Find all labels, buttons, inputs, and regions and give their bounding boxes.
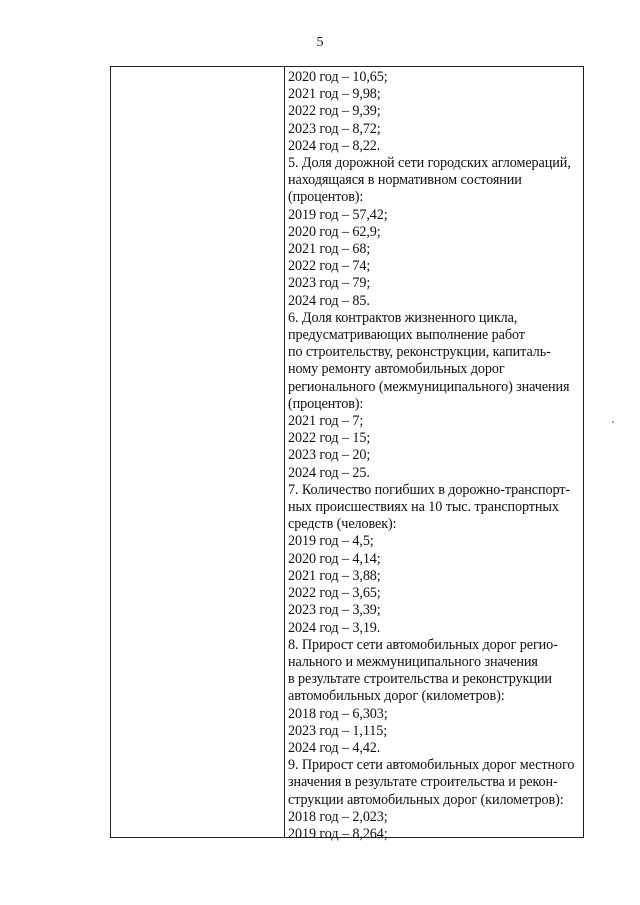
table-text-line: средств (человек):: [288, 516, 397, 533]
table-text-line: 2020 год – 4,14;: [288, 550, 381, 567]
table-text-line: 2023 год – 1,115;: [288, 722, 388, 739]
table-right-cell: [285, 67, 583, 842]
table-text-line: 2022 год – 9,39;: [288, 103, 381, 120]
table-text-line: по строительству, реконструкции, капиталь-: [288, 344, 551, 361]
table-text-line: (процентов):: [288, 395, 364, 412]
table-text-line: 2022 год – 74;: [288, 258, 371, 275]
table-text-line: 2022 год – 15;: [288, 430, 371, 447]
table-text-line: ных происшествиях на 10 тыс. транспортных: [288, 499, 559, 516]
document-table: [110, 66, 584, 842]
table-text-line: 2021 год – 68;: [288, 241, 371, 258]
table-text-line: 2019 год – 4,5;: [288, 533, 374, 550]
table-text-line: 2018 год – 6,303;: [288, 705, 388, 722]
table-text-line: ному ремонту автомобильных дорог: [288, 361, 505, 378]
table-text-line: значения в результате строительства и рекон-: [288, 774, 558, 791]
table-text-line: предусматривающих выполнение работ: [288, 327, 525, 344]
table-text-line: 2019 год – 57,42;: [288, 206, 388, 223]
table-text-line: струкции автомобильных дорог (километров):: [288, 791, 564, 808]
scan-speck: [612, 421, 614, 423]
table-text-line: 2023 год – 79;: [288, 275, 371, 292]
table-text-line: 2023 год – 8,72;: [288, 120, 381, 137]
table-text-line: 6. Доля контрактов жизненного цикла,: [288, 309, 518, 326]
table-text-line: 8. Прирост сети автомобильных дорог регио-: [288, 636, 558, 653]
table-left-cell: [111, 67, 285, 837]
table-text-line: 7. Количество погибших в дорожно-транспорт-: [288, 481, 570, 498]
table-text-line: 2023 год – 3,39;: [288, 602, 381, 619]
table-text-line: 2023 год – 20;: [288, 447, 371, 464]
table-text-line: (процентов):: [288, 189, 364, 206]
table-text-line: 2018 год – 2,023;: [288, 808, 388, 825]
table-text-line: 5. Доля дорожной сети городских агломераций,: [288, 155, 571, 172]
table-text-line: 9. Прирост сети автомобильных дорог местного: [288, 757, 575, 774]
table-text-line: 2024 год – 25.: [288, 464, 370, 481]
table-text-line: нального и межмуниципального значения: [288, 653, 538, 670]
table-text-line: 2022 год – 3,65;: [288, 585, 381, 602]
table-text-line: 2020 год – 10,65;: [288, 69, 388, 85]
table-text-line: 2021 год – 9,98;: [288, 86, 381, 103]
table-text-line: 2021 год – 3,88;: [288, 567, 381, 584]
table-text-line: 2020 год – 62,9;: [288, 223, 381, 240]
table-text-line: находящаяся в нормативном состоянии: [288, 172, 522, 189]
table-text-line: в результате строительства и реконструкции: [288, 671, 552, 688]
table-text-line: 2021 год – 7;: [288, 413, 364, 430]
table-text-line: автомобильных дорог (километров):: [288, 688, 505, 705]
table-text-line: 2024 год – 3,19.: [288, 619, 381, 636]
table-text-line: регионального (межмуниципального) значения: [288, 378, 570, 395]
table-text-line: 2024 год – 4,42.: [288, 739, 381, 756]
table-text-line: 2024 год – 8,22.: [288, 137, 381, 154]
table-text-line: 2024 год – 85.: [288, 292, 370, 309]
page-number: 5: [316, 35, 324, 50]
table-text-line: 2019 год – 8,264;: [288, 825, 388, 842]
